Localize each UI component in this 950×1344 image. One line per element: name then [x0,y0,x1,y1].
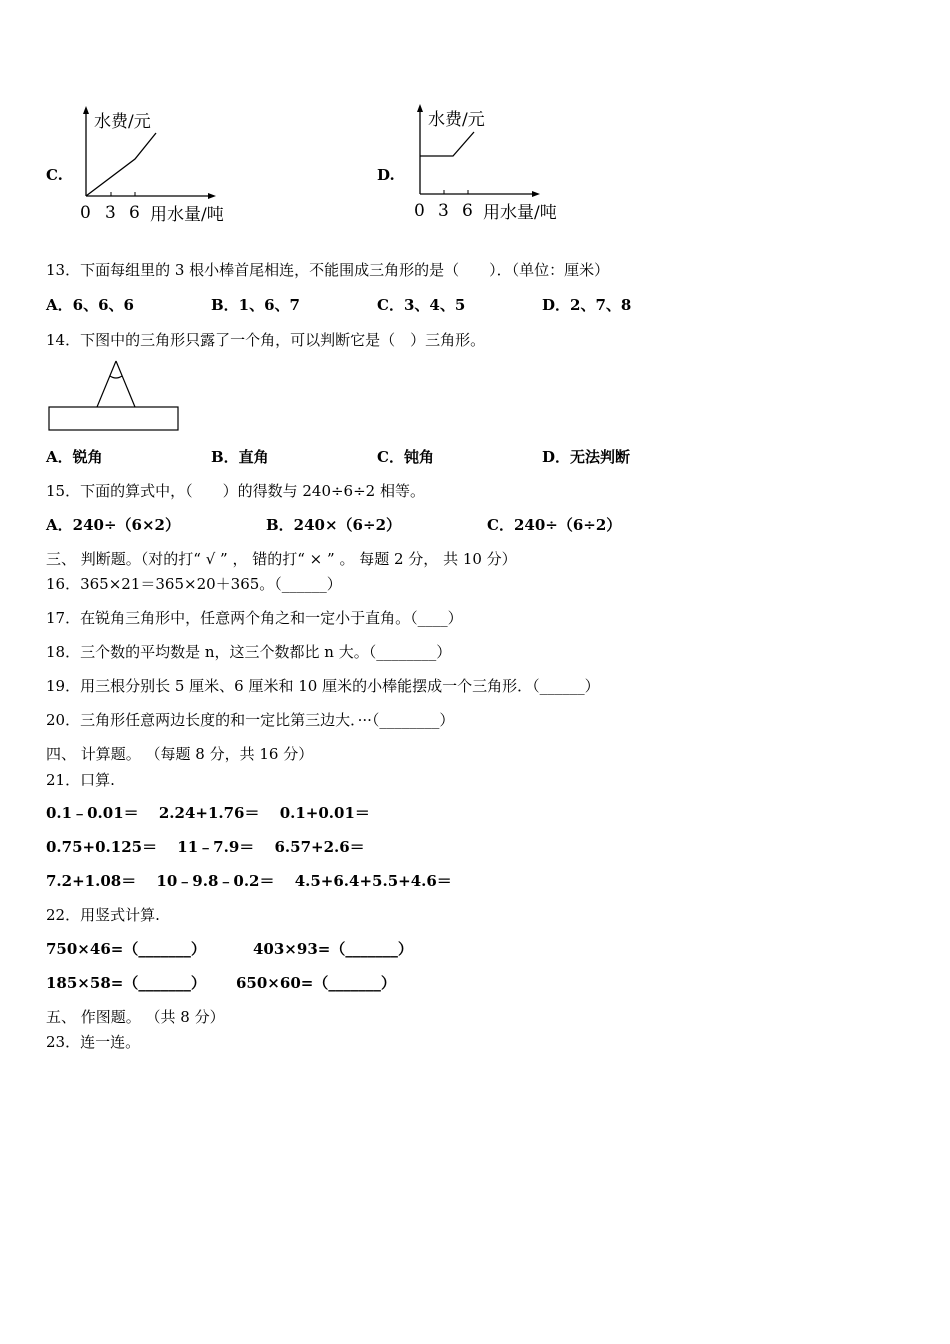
q21-stem: 21．口算. [46,771,115,789]
section-4-heading: 四、 计算题。 （每题 8 分，共 16 分） [46,745,314,763]
graph-d-xtick-0: 0 [414,201,425,221]
q15-option-a: A．240÷（6×2） [46,516,180,534]
q14-stem: 14．下图中的三角形只露了一个角，可以判断它是（ ）三角形。 [46,331,486,349]
graph-d-line [420,132,474,156]
graph-c-x-arrow [208,193,216,199]
q23: 23．连一连。 [46,1033,141,1051]
q21-row-1: 0.1﹣0.01＝ 2.24+1.76＝ 0.1+0.01＝ [46,804,370,822]
q22-item-b: 403×93=（_______） [253,940,413,958]
q15-option-b: B．240×（6÷2） [266,516,402,534]
q21-row-3: 7.2+1.08＝ 10﹣9.8﹣0.2＝ 4.5+6.4+5.5+4.6＝ [46,872,452,890]
graph-d-y-arrow [417,104,423,112]
q22-item-a: 750×46=（_______） [46,940,206,958]
triangle-left-side [97,361,116,407]
section-5-heading: 五、 作图题。 （共 8 分） [46,1008,225,1026]
section-3-heading: 三、 判断题。（对的打“ √ ” ， 错的打“ × ” 。 每题 2 分， 共 10 分） [46,550,517,568]
q14-option-c: C．钝角 [377,448,434,466]
q22-stem: 22．用竖式计算. [46,906,160,924]
option-c-label: C. [46,166,63,184]
graph-d-ylabel: 水费/元 [428,110,485,130]
q19: 19．用三根分别长 5 厘米、6 厘米和 10 厘米的小棒能摆成一个三角形．（______） [46,677,600,695]
graph-c-xlabel: 用水量/吨 [150,205,224,225]
q14-option-b: B．直角 [211,448,269,466]
graph-c-xtick-0: 0 [80,203,91,223]
q14-option-d: D．无法判断 [542,448,631,466]
graph-c-ylabel: 水费/元 [94,112,151,132]
q13-stem: 13．下面每组里的 3 根小棒首尾相连，不能围成三角形的是（ ）．（单位：厘米） [46,261,610,279]
graph-c [70,100,260,230]
option-d-label: D. [377,166,395,184]
q16: 16．365×21＝365×20＋365。（______） [46,575,342,593]
q13-option-d: D．2、7、8 [542,296,632,314]
q13-option-a: A．6、6、6 [46,296,134,314]
triangle-right-side [116,361,135,407]
graph-c-y-arrow [83,106,89,114]
q14-hidden-triangle-figure [46,356,186,436]
graph-c-xtick-3: 3 [105,203,116,223]
graph-c-line [86,133,156,196]
q15-stem: 15．下面的算式中，（ ）的得数与 240÷6÷2 相等。 [46,482,425,500]
q15-option-c: C．240÷（6÷2） [487,516,622,534]
q22-item-c: 185×58=（_______） [46,974,206,992]
q13-option-b: B．1、6、7 [211,296,300,314]
graph-d-xtick-6: 6 [462,201,473,221]
graph-c-xtick-6: 6 [129,203,140,223]
q22-item-d: 650×60=（_______） [236,974,396,992]
q17: 17．在锐角三角形中，任意两个角之和一定小于直角。（____） [46,609,463,627]
angle-arc [110,376,122,378]
cover-rectangle [49,407,178,430]
graph-d-x-arrow [532,191,540,197]
graph-d-xtick-3: 3 [438,201,449,221]
q21-row-2: 0.75+0.125＝ 11﹣7.9＝ 6.57+2.6＝ [46,838,365,856]
q20: 20．三角形任意两边长度的和一定比第三边大．···（________） [46,711,455,729]
graph-d [404,98,594,228]
graph-d-xlabel: 用水量/吨 [483,203,557,223]
q13-option-c: C．3、4、5 [377,296,466,314]
q18: 18．三个数的平均数是 n，这三个数都比 n 大。（________） [46,643,452,661]
q14-option-a: A．锐角 [46,448,103,466]
